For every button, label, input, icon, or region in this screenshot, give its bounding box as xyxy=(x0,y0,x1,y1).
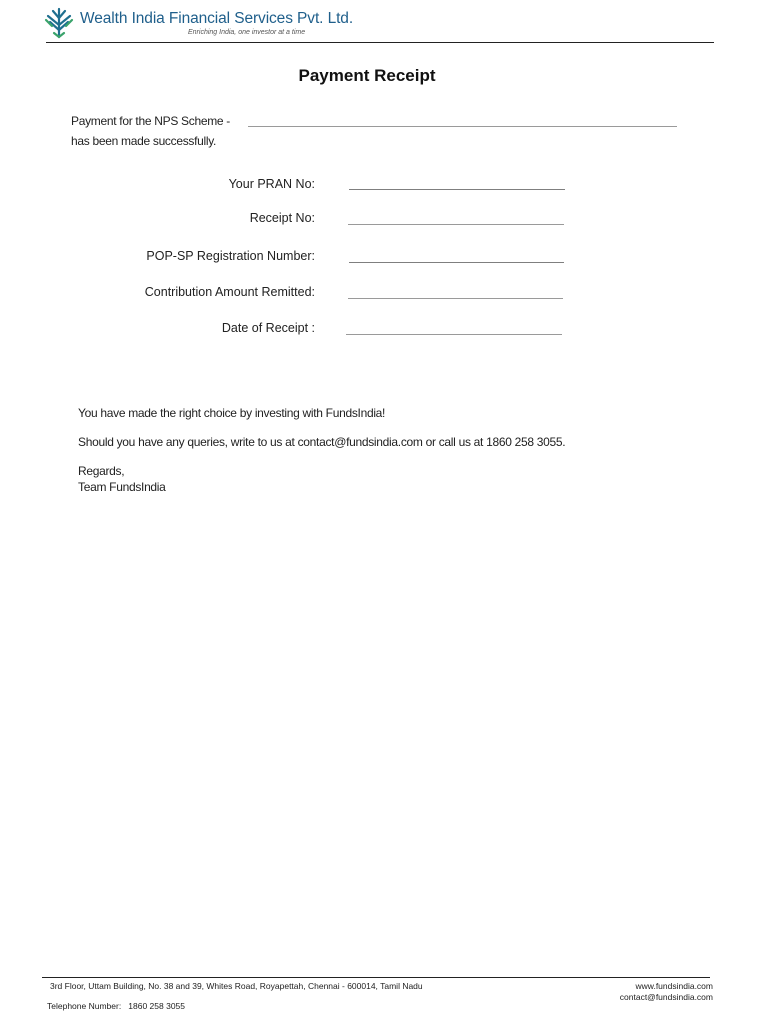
date-of-receipt-label: Date of Receipt : xyxy=(221,321,315,335)
scheme-name-blank xyxy=(248,126,677,127)
footer-email: contact@fundsindia.com xyxy=(619,992,713,1002)
footer-address: 3rd Floor, Uttam Building, No. 38 and 39, Whites Road, Royapettah, Chennai - 600014, Tamil Nadu xyxy=(50,981,423,991)
footer-telephone-number: 1860 258 3055 xyxy=(128,1001,186,1011)
receipt-no-value-line xyxy=(348,224,564,225)
intro-line-2: has been made successfully. xyxy=(71,134,217,148)
footer-telephone xyxy=(47,1001,185,1011)
queries-message: Should you have any queries, write to us at contact@fundsindia.com or call us at 1860 258 3055. xyxy=(78,435,566,449)
receipt-no-label: Receipt No: xyxy=(249,211,315,225)
pop-sp-registration-value-line xyxy=(349,262,564,263)
header-divider xyxy=(46,42,714,43)
pran-value-line xyxy=(349,189,565,190)
contribution-amount-value-line xyxy=(348,298,563,299)
closing-message: You have made the right choice by investing with FundsIndia! xyxy=(78,406,386,420)
date-of-receipt-value-line xyxy=(346,334,562,335)
company-name: Wealth India Financial Services Pvt. Ltd. xyxy=(80,10,354,27)
footer-website: www.fundsindia.com xyxy=(635,981,713,991)
regards-text: Regards, xyxy=(78,464,125,478)
company-tagline: Enriching India, one investor at a time xyxy=(188,29,306,36)
contribution-amount-label: Contribution Amount Remitted: xyxy=(144,285,315,299)
tree-leaf-logo-icon xyxy=(44,7,74,39)
pran-label: Your PRAN No: xyxy=(228,177,315,191)
intro-line-1: Payment for the NPS Scheme - xyxy=(71,114,231,128)
footer-divider xyxy=(42,977,710,978)
pop-sp-registration-label: POP-SP Registration Number: xyxy=(146,249,315,263)
footer-telephone-label: Telephone Number: xyxy=(47,1001,122,1011)
page-title: Payment Receipt xyxy=(298,66,436,85)
team-signature: Team FundsIndia xyxy=(78,480,166,494)
